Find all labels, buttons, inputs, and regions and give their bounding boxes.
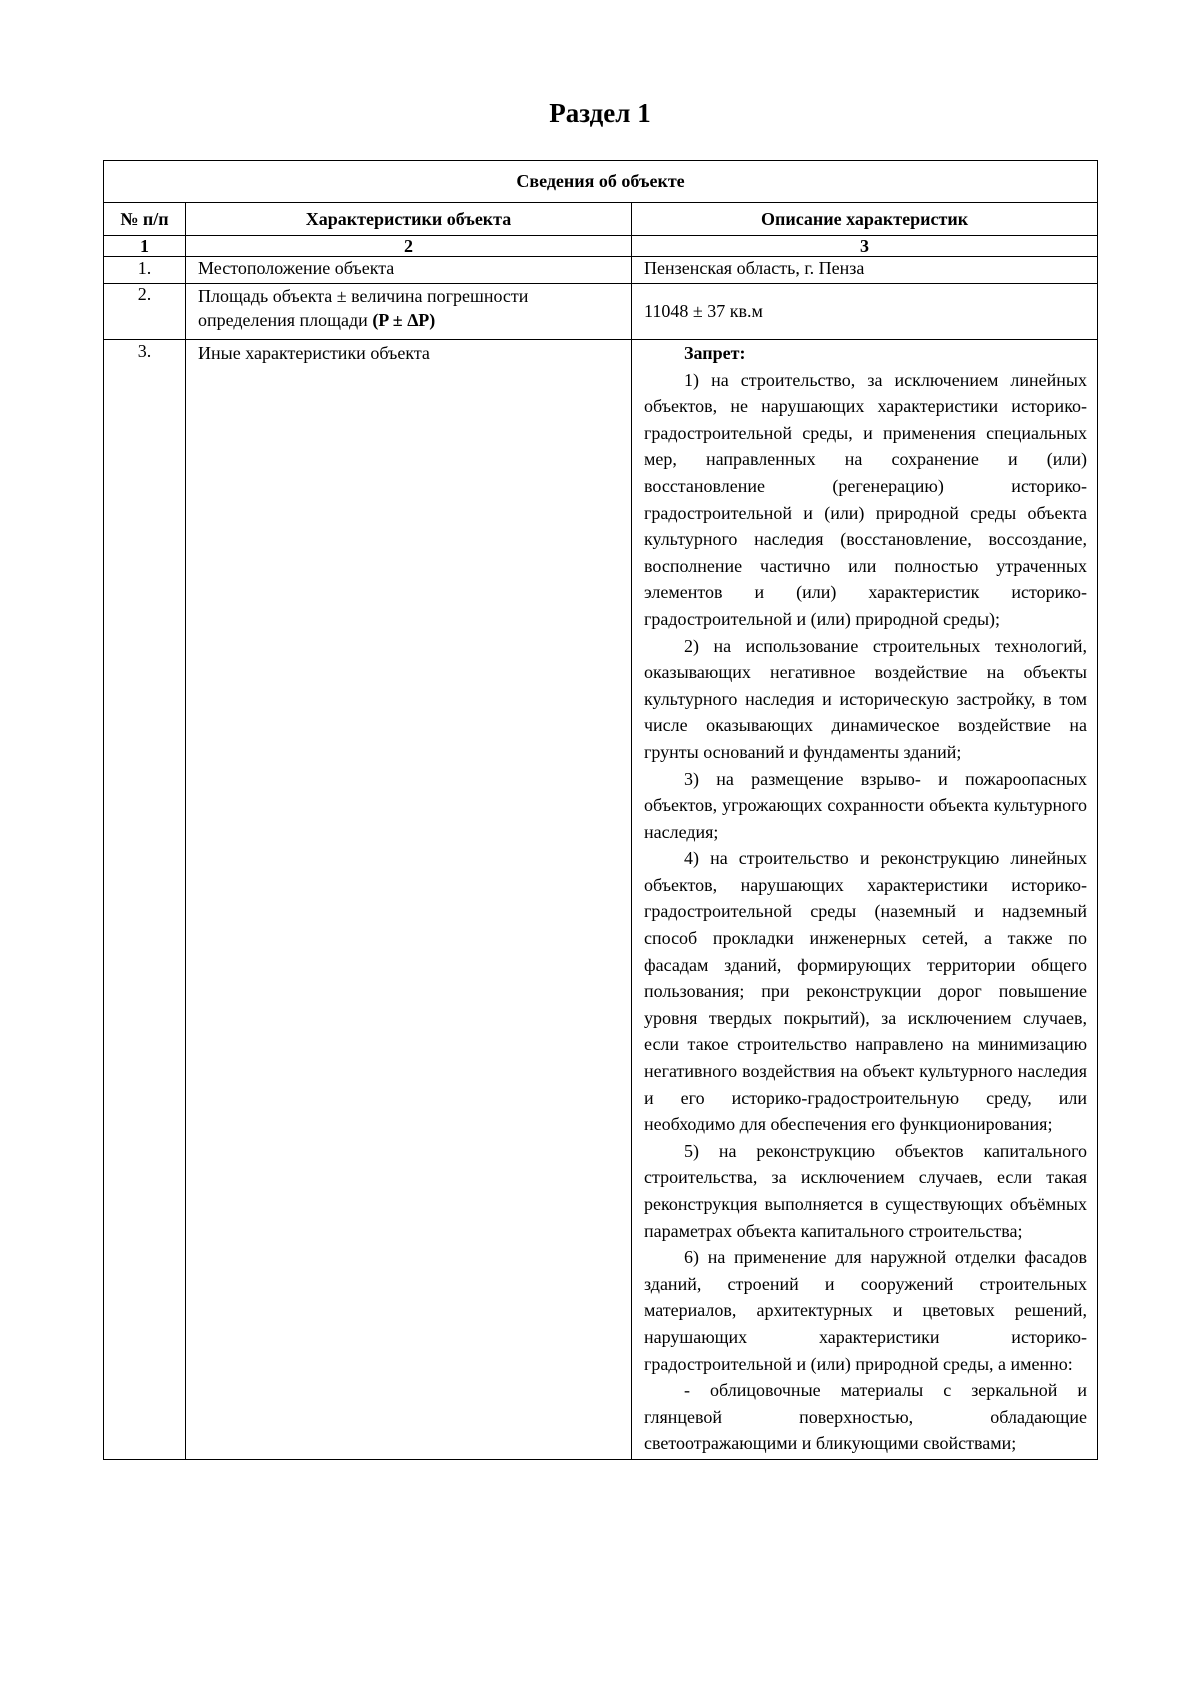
row-number: 2. (104, 284, 186, 340)
table-row (104, 257, 1098, 284)
row-number: 1. (104, 257, 186, 284)
restrictions-heading: Запрет: (684, 343, 746, 363)
characteristic-line-2: определения площади (198, 310, 373, 330)
table-row (104, 340, 1098, 1460)
header-characteristics: Характеристики объекта (186, 203, 632, 236)
object-info-table (103, 160, 1098, 1460)
table-caption: Сведения об объекте (104, 161, 1098, 203)
restriction-item: - облицовочные материалы с зеркальной и глянцевой поверхностью, обладающие светоотражающими и бликующими свойствами; (644, 1380, 1088, 1454)
formula-label: (P ± ∆P) (372, 310, 436, 330)
row-description (632, 340, 1098, 1460)
row-characteristic: Местоположение объекта (186, 257, 632, 284)
page-title: Раздел 1 (549, 98, 651, 128)
restriction-item: 1) на строительство, за исключением линейных объектов, не нарушающих характеристики историко-градостроительной среды, и применения специальных мер, направленных на сохранение и (или) восстановление (регенерацию) историко-градостроительной и (или) природной среды объекта культурного наследия (восстановление, воссоздание, восполнение частично или полностью утраченных элементов и (или) характеристик историко-градостроительной и (или) природной среды); (644, 369, 1088, 629)
column-number-2: 2 (186, 236, 632, 257)
header-number: № п/п (104, 203, 186, 236)
row-description: Пензенская область, г. Пенза (632, 257, 1098, 284)
header-description: Описание характеристик (632, 203, 1098, 236)
restriction-item: 4) на строительство и реконструкцию линейных объектов, нарушающих характеристики историко-градостроительной среды (наземный и надземный способ прокладки инженерных сетей, а также по фасадам зданий, формирующих территории общего пользования; при реконструкции дорог повышение уровня твердых покрытий), за исключением случаев, если такое строительство направлено на минимизацию негативного воздействия на объект культурного наследия и его историко-градостроительную среду, или необходимо для обеспечения его функционирования; (644, 848, 1088, 1135)
restriction-item: 6) на применение для наружной отделки фасадов зданий, строений и сооружений строительных материалов, архитектурных и цветовых решений, нарушающих характеристики историко-градостроительной и (или) природной среды, а именно: (644, 1247, 1088, 1374)
row-characteristic (186, 284, 632, 340)
restriction-item: 2) на использование строительных технологий, оказывающих негативное воздействие на объекты культурного наследия и историческую застройку, в том числе оказывающих динамическое воздействие на грунты оснований и фундаменты зданий; (644, 635, 1088, 762)
row-description: 11048 ± 37 кв.м (632, 284, 1098, 340)
column-number-3: 3 (632, 236, 1098, 257)
restriction-item: 5) на реконструкцию объектов капитального строительства, за исключением случаев, если такая реконструкция выполняется в существующих объёмных параметрах объекта капитального строительства; (644, 1140, 1088, 1241)
characteristic-line-1: Площадь объекта ± величина погрешности (198, 286, 529, 306)
table-row (104, 284, 1098, 340)
row-number: 3. (104, 340, 186, 1460)
row-characteristic: Иные характеристики объекта (186, 340, 632, 1460)
column-number-1: 1 (104, 236, 186, 257)
restriction-item: 3) на размещение взрыво- и пожароопасных объектов, угрожающих сохранности объекта культурного наследия; (644, 768, 1088, 842)
restrictions-list (644, 340, 1087, 1459)
